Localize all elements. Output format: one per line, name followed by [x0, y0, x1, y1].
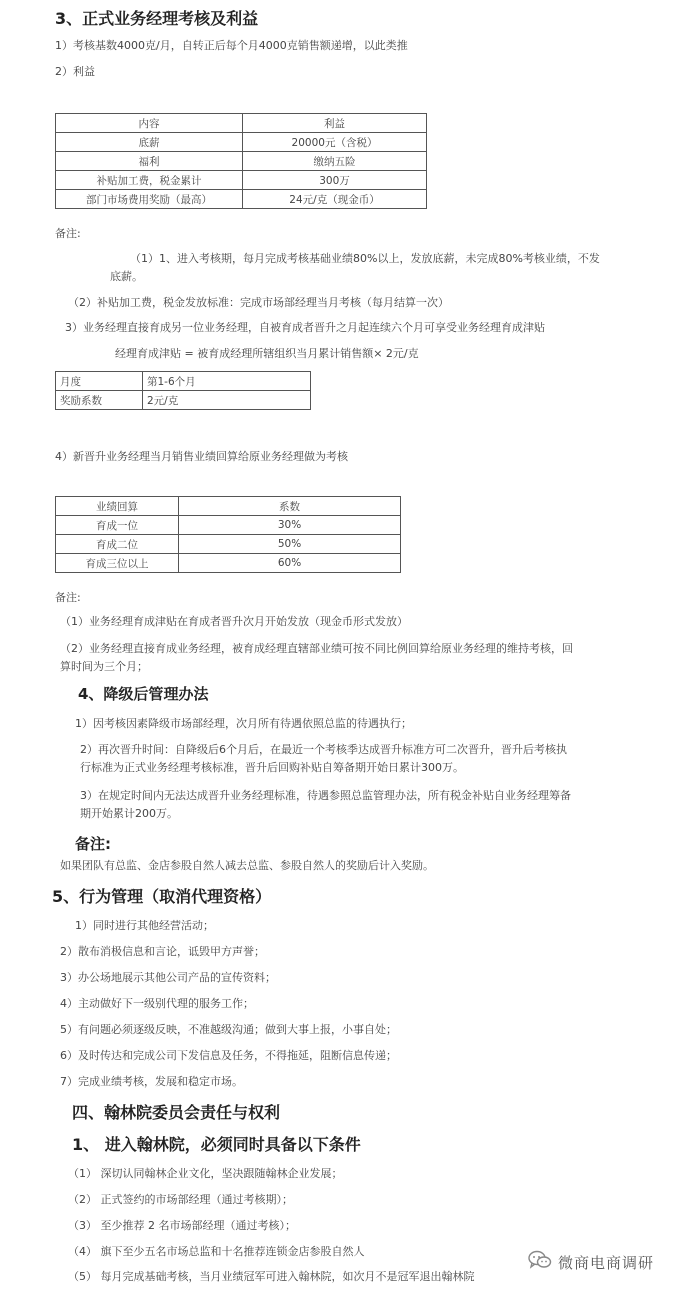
section5-title: 5、行为管理（取消代理资格）: [52, 887, 272, 906]
formula: 经理育成津贴 = 被育成经理所辖组织当月累计销售额× 2元/克: [115, 347, 419, 360]
section3-p3: 3）业务经理直接育成另一位业务经理，自被育成者晋升之月起连续六个月可享受业务经理育成津贴: [65, 321, 545, 334]
table-cell: 月度: [56, 372, 143, 391]
list-item: 3）办公场地展示其他公司产品的宣传资料；: [60, 971, 276, 984]
table-row: [56, 133, 427, 152]
note-label-2: 备注:: [55, 591, 81, 604]
table-row: [56, 516, 401, 535]
table-row: [56, 391, 311, 410]
list-item: （4） 旗下至少五名市场总监和十名推荐连锁金店参股自然人: [68, 1245, 365, 1258]
table-cell: 300万: [243, 171, 427, 190]
perf-table: [55, 496, 401, 573]
section4-p3-line2: 期开始累计200万。: [80, 807, 178, 820]
table-cell: 60%: [179, 554, 401, 573]
note-1-line1: （1）1、进入考核期，每月完成考核基础业绩80%以上，发放底薪，未完成80%考核业绩，不发: [130, 252, 600, 265]
list-item: （5） 每月完成基础考核，当月业绩冠军可进入翰林院，如次月不是冠军退出翰林院: [68, 1270, 475, 1283]
month-table: [55, 371, 311, 410]
table-cell: 育成一位: [56, 516, 179, 535]
table-row: [56, 114, 427, 133]
table-header: 业绩回算: [56, 497, 179, 516]
section3-p1: 1）考核基数4000克/月，自转正后每个月4000克销售额递增，以此类推: [55, 39, 408, 52]
list-item: 7）完成业绩考核，发展和稳定市场。: [60, 1075, 243, 1088]
list-item: （1） 深切认同翰林企业文化，坚决跟随翰林企业发展；: [68, 1167, 343, 1180]
table-cell: 补贴加工费，税金累计: [56, 171, 243, 190]
section4-title: 4、降级后管理办法: [78, 685, 209, 703]
note-b1: （1）业务经理育成津贴在育成者晋升次月开始发放（现金币形式发放）: [60, 615, 408, 628]
table-header: 内容: [56, 114, 243, 133]
wechat-icon: [528, 1250, 552, 1274]
table-cell: 24元/克（现金币）: [243, 190, 427, 209]
table-row: [56, 171, 427, 190]
table-cell: 2元/克: [143, 391, 311, 410]
note-1-line2: 底薪。: [110, 270, 143, 283]
list-item: 6）及时传达和完成公司下发信息及任务，不得拖延，阻断信息传递；: [60, 1049, 397, 1062]
table-row: [56, 554, 401, 573]
table-header: 利益: [243, 114, 427, 133]
note-b2-line1: （2）业务经理直接育成业务经理，被育成经理直辖部业绩可按不同比例回算给原业务经理的维持考核，回: [60, 642, 573, 655]
watermark-text: 微商电商调研: [558, 1253, 655, 1272]
table-cell: 奖励系数: [56, 391, 143, 410]
table-cell: 部门市场费用奖励（最高）: [56, 190, 243, 209]
section-four-title: 四、翰林院委员会责任与权利: [72, 1103, 281, 1122]
list-item: （3） 至少推荐 2 名市场部经理（通过考核）；: [68, 1219, 296, 1232]
table-cell: 底薪: [56, 133, 243, 152]
table-row: [56, 190, 427, 209]
table-cell: 育成三位以上: [56, 554, 179, 573]
table-cell: 50%: [179, 535, 401, 554]
benefit-table: [55, 113, 427, 209]
note-2: （2）补贴加工费，税金发放标准：完成市场部经理当月考核（每月结算一次）: [68, 296, 449, 309]
section4-note-label: 备注:: [75, 835, 111, 853]
table-row: [56, 152, 427, 171]
table-cell: 缴纳五险: [243, 152, 427, 171]
section4-note: 如果团队有总监、金店参股自然人减去总监、参股自然人的奖励后计入奖励。: [60, 859, 434, 872]
list-item: 1）同时进行其他经营活动；: [75, 919, 214, 932]
section4-p2-line1: 2）再次晋升时间：自降级后6个月后，在最近一个考核季达成晋升标准方可二次晋升，晋升后考核执: [80, 743, 567, 756]
section3-p4: 4）新晋升业务经理当月销售业绩回算给原业务经理做为考核: [55, 450, 348, 463]
list-item: 4）主动做好下一级别代理的服务工作；: [60, 997, 254, 1010]
note-b2-line2: 算时间为三个月；: [60, 660, 148, 673]
table-cell: 福利: [56, 152, 243, 171]
table-cell: 30%: [179, 516, 401, 535]
watermark: [528, 1250, 654, 1274]
section3-title: 3、正式业务经理考核及利益: [55, 9, 259, 28]
list-item: （2） 正式签约的市场部经理（通过考核期）；: [68, 1193, 293, 1206]
table-header: 系数: [179, 497, 401, 516]
section4-p3-line1: 3）在规定时间内无法达成晋升业务经理标准，待遇参照总监管理办法，所有税金补贴自业务经理筹备: [80, 789, 571, 802]
list-item: 5）有问题必须逐级反映，不准越级沟通；做到大事上报，小事自处；: [60, 1023, 397, 1036]
table-row: [56, 497, 401, 516]
section3-p2: 2）利益: [55, 65, 95, 78]
section4-p1: 1）因考核因素降级市场部经理，次月所有待遇依照总监的待遇执行；: [75, 717, 412, 730]
list-item: 2）散布消极信息和言论，诋毁甲方声誉；: [60, 945, 265, 958]
table-row: [56, 535, 401, 554]
section4-p2-line2: 行标准为正式业务经理考核标准，晋升后回购补贴自筹备期开始日累计300万。: [80, 761, 464, 774]
table-cell: 20000元（含税）: [243, 133, 427, 152]
table-cell: 第1-6个月: [143, 372, 311, 391]
section-four-subtitle: 1、 进入翰林院，必须同时具备以下条件: [72, 1135, 361, 1154]
table-row: [56, 372, 311, 391]
note-label: 备注:: [55, 227, 81, 240]
table-cell: 育成二位: [56, 535, 179, 554]
